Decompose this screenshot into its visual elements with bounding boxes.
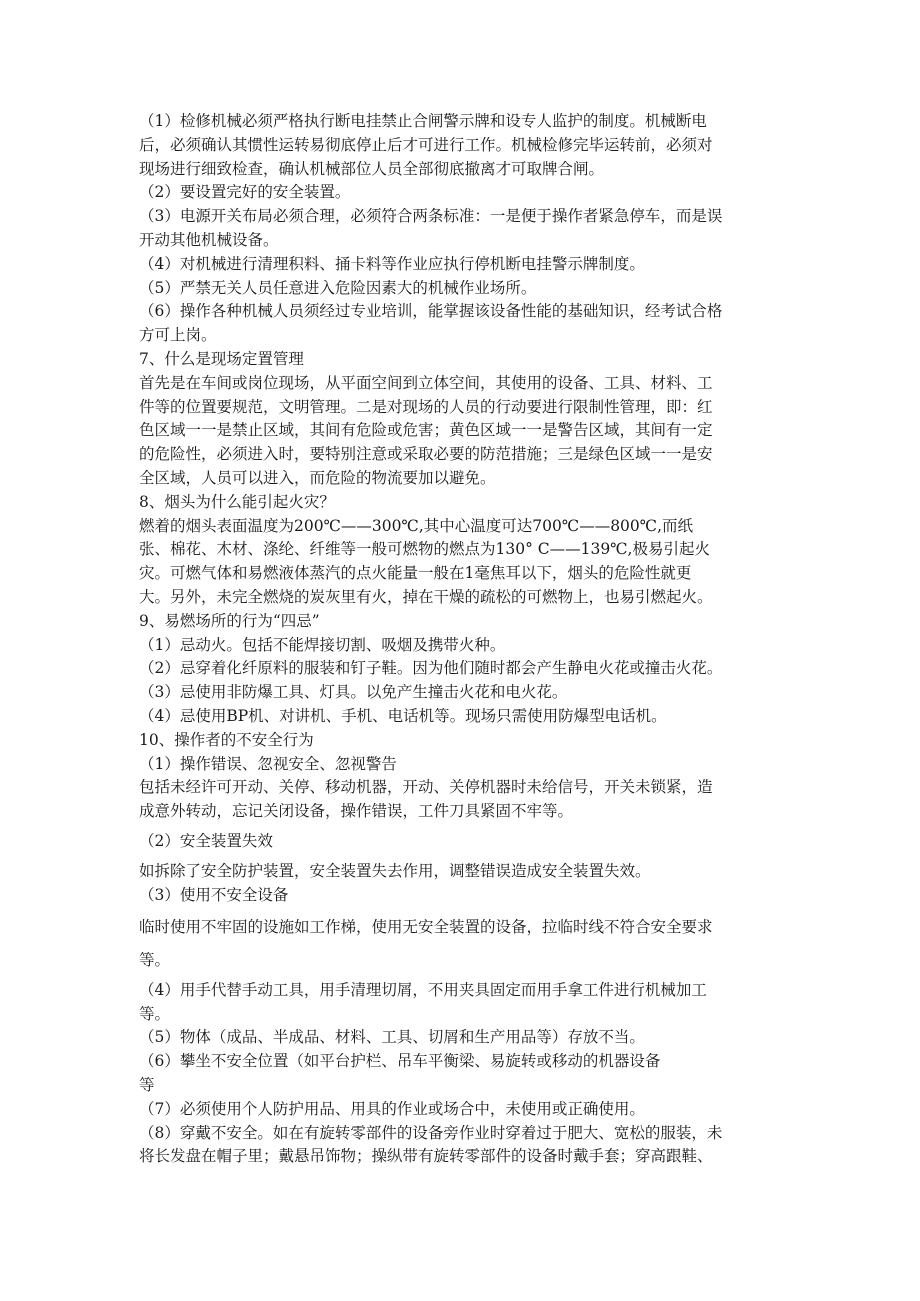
text-line: （4）对机械进行清理积料、捅卡料等作业应执行停机断电挂警示牌制度。 [139,254,645,273]
text-line: （6）攀坐不安全位置（如平台护栏、吊车平衡梁、易旋转或移动的机器设备 [139,1052,661,1071]
text-line: （1）忌动火。包括不能焊接切割、吸烟及携带火种。 [139,635,506,654]
text-line: （6）操作各种机械人员须经过专业培训，能掌握该设备性能的基础知识，经考试合格 [139,302,723,321]
text-line: （5）严禁无关人员任意进入危险因素大的机械作业场所。 [139,278,537,297]
text-line: 大。另外，未完全燃烧的炭灰里有火，掉在干燥的疏松的可燃物上，也易引燃起火。 [139,587,713,606]
text-line: （4）忌使用BP机、对讲机、手机、电话机等。现场只需使用防爆型电话机。 [139,706,667,725]
text-line: 张、棉花、木材、涤纶、纤维等一般可燃物的燃点为130° C——139℃,极易引起火 [139,540,710,559]
text-line: （2）要设置完好的安全装置。 [139,183,351,202]
section-heading: 10、操作者的不安全行为 [139,730,314,749]
text-line: 等。 [139,951,171,970]
text-line: （1）操作错误、忽视安全、忽视警告 [139,754,397,773]
text-line: 件等的位置要规范，文明管理。二是对现场的人员的行动要进行限制性管理，即：红 [139,397,713,416]
section-heading: 8、烟头为什么能引起火灾？ [139,492,335,511]
text-line: 现场进行细致检查，确认机械部位人员全部彻底撤离才可取牌合闸。 [139,159,605,178]
text-line: 将长发盘在帽子里；戴悬吊饰物；操纵带有旋转零部件的设备时戴手套；穿高跟鞋、 [139,1147,713,1166]
text-line: （7）必须使用个人防护用品、用具的作业或场合中，未使用或正确使用。 [139,1099,645,1118]
text-line: 等 [139,1076,155,1095]
section-heading: 7、什么是现场定置管理 [139,349,304,368]
text-line: 首先是在车间或岗位现场，从平面空间到立体空间，其使用的设备、工具、材料、工 [139,373,713,392]
text-line: 后，必须确认其惯性运转易彻底停止后才可进行工作。机械检修完毕运转前，必须对 [139,135,713,154]
text-line: 灾。可燃气体和易燃液体蒸汽的点火能量一般在1毫焦耳以下，烟头的危险性就更 [139,564,692,583]
text-line: （3）电源开关布局必须合理，必须符合两条标准：一是便于操作者紧急停车，而是误 [139,207,723,226]
text-line: （1）检修机械必须严格执行断电挂禁止合闸警示牌和设专人监护的制度。机械断电 [139,112,707,130]
text-line: 的危险性，必须进入时，要特别注意或采取必要的防范措施；三是绿色区域一一是安 [139,445,713,464]
section-heading: 9、易燃场所的行为“四忌” [139,611,320,630]
text-line: 色区域一一是禁止区域，其间有危险或危害；黄色区域一一是警告区域，其间有一定 [139,421,713,440]
text-line: （4）用手代替手动工具，用手清理切屑，不用夹具固定而用手拿工件进行机械加工 [139,980,707,999]
text-line: （2）忌穿着化纤原料的服装和钉子鞋。因为他们随时都会产生静电火花或撞击火花。 [139,659,723,678]
text-line: （3）使用不安全设备 [139,885,289,904]
text-line: 成意外转动，忘记关闭设备，操作错误，工件刀具紧固不牢等。 [139,802,574,821]
text-line: 开动其他机械设备。 [139,230,279,249]
text-line: （8）穿戴不安全。如在有旋转零部件的设备旁作业时穿着过于肥大、宽松的服装，未 [139,1123,723,1142]
text-line: 如拆除了安全防护装置，安全装置失去作用，调整错误造成安全装置失效。 [139,861,651,880]
text-line: 等。 [139,1004,171,1023]
text-line: 方可上岗。 [139,326,217,345]
text-line: 包括未经许可开动、关停、移动机器，开动、关停机器时未给信号，开关未锁紧，造 [139,778,713,797]
text-line: 燃着的烟头表面温度为200℃——300℃,其中心温度可达700℃——800℃,而纸 [139,516,694,535]
text-line: 全区域，人员可以进入，而危险的物流要加以避免。 [139,468,496,487]
text-line: （3）忌使用非防爆工具、灯具。以免产生撞击火花和电火花。 [139,683,568,702]
text-line: 临时使用不牢固的设施如工作梯，使用无安全装置的设备，拉临时线不符合安全要求 [139,918,713,937]
text-line: （5）物体（成品、半成品、材料、工具、切屑和生产用品等）存放不当。 [139,1028,645,1047]
text-line: （2）安全装置失效 [139,831,273,850]
document-body [139,110,784,1169]
